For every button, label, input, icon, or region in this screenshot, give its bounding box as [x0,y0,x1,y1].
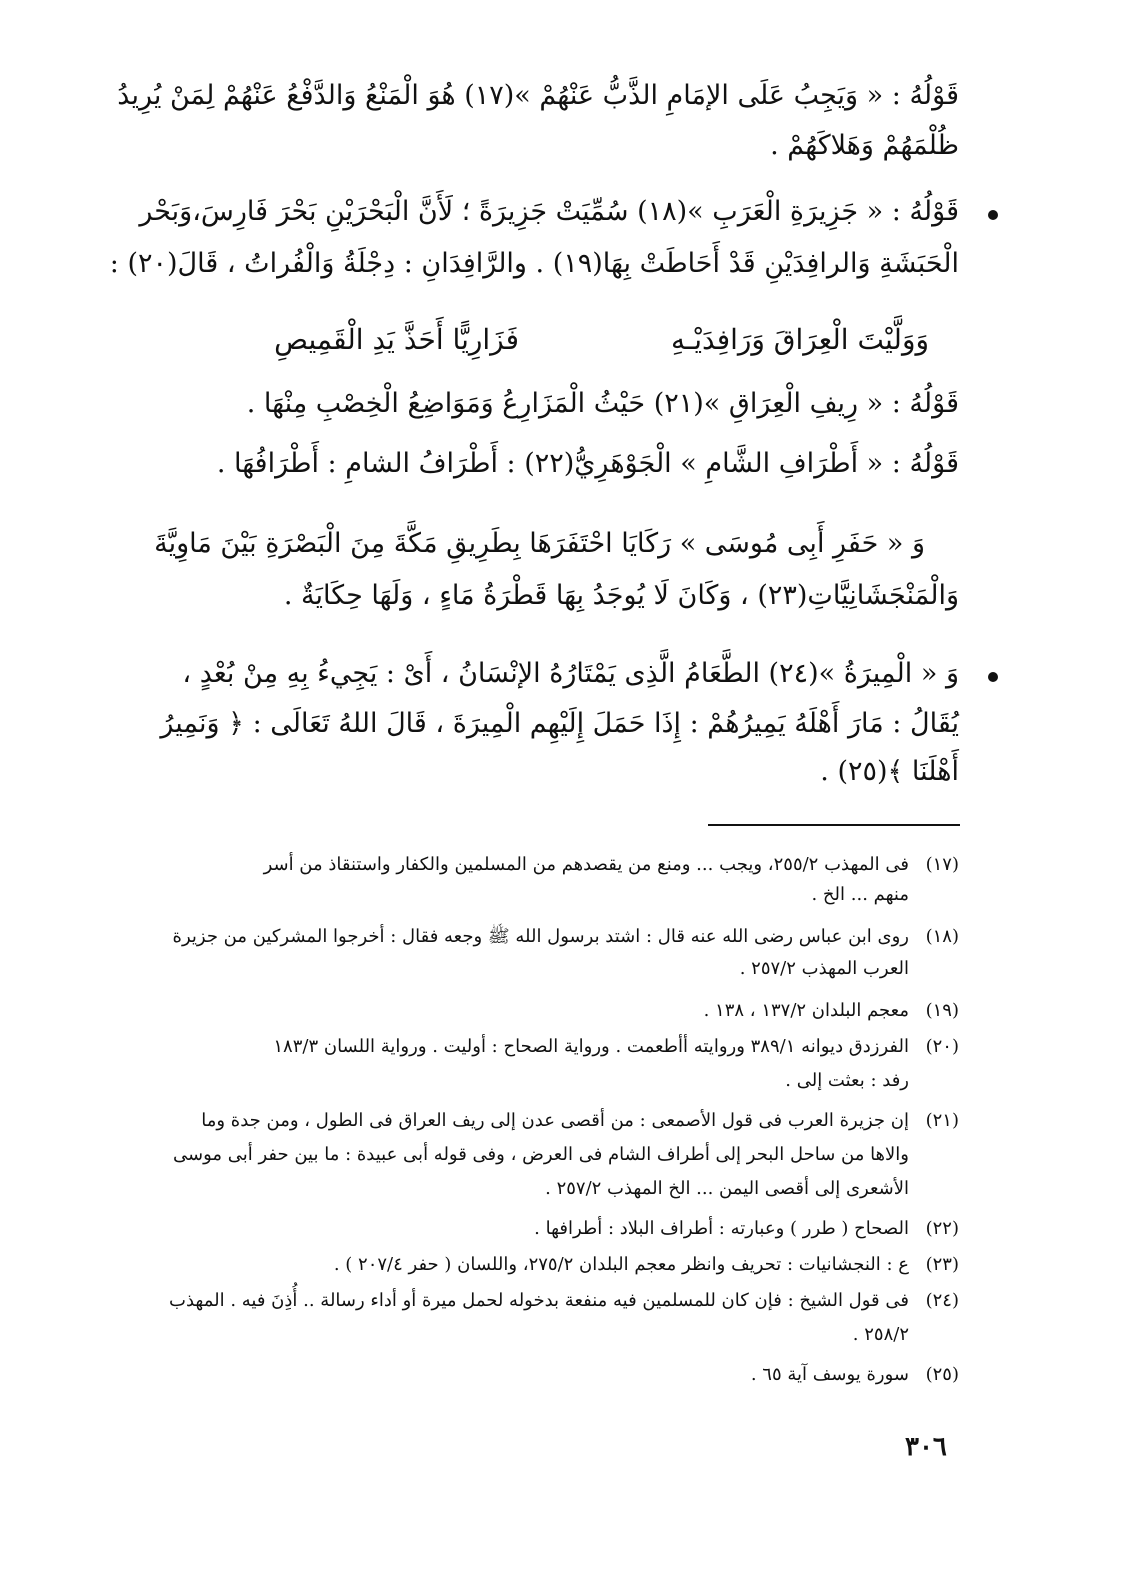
footnote-line: ٢٥٨/٢ . [852,1324,909,1345]
poetry-verse [179,316,959,364]
footnote-separator [708,824,960,826]
body-line: وَالْمَنْجَشَانِيَّاتِ(٢٣) ، وَكَانَ لَا يُوجَدُ بِهَا قَطْرَةُ مَاءٍ ، وَلَهَا حِكَايَةٌ . [283,580,959,611]
footnote-number: (٢٤) [925,1290,959,1311]
footnote-line: والاها من ساحل البحر إلى أطراف الشام فى العرض ، وفى قوله أبى عبيدة : ما بين حفر أبى موسى [172,1144,909,1165]
footnote-line: روى ابن عباس رضى الله عنه قال : اشتد برسول الله ﷺ وجعه فقال : أخرجوا المشركين من جزيرة [172,926,909,947]
footnote-number: (٢٥) [925,1364,959,1385]
body-line: أَهْلَنَا ﴾(٢٥) . [820,756,959,787]
footnote-number: (١٩) [925,1000,959,1021]
page-number: ٣٠٦ [905,1432,947,1462]
footnote-line: الصحاح ( طرر ) وعبارته : أطراف البلاد : أطرافها . [534,1218,909,1239]
verse-first-hemistich: وَوَلَّيْتَ الْعِرَاقَ وَرَافِدَيْـهِ [670,323,929,356]
footnote-line: الفرزدق ديوانه ٣٨٩/١ وروايته أأطعمت . ورواية الصحاح : أوليت . ورواية اللسان ١٨٣/٣ [273,1036,909,1057]
body-line: قَوْلُهُ : « وَيَجِبُ عَلَى الإمَامِ الذَّبُّ عَنْهُمْ »(١٧) هُوَ الْمَنْعُ وَالدَّفْعُ عَنْهُمْ لِمَنْ يُرِيدُ [117,80,959,111]
footnote-number: (٢٠) [925,1036,959,1057]
body-line: يُقَالُ : مَارَ أَهْلَهُ يَمِيرُهُمْ : إِذَا حَمَلَ إِلَيْهِم الْمِيرَةَ ، قَالَ اللهُ تَعَالَى : ﴿ وَنَمِيرُ [160,708,959,739]
footnote-line: فى قول الشيخ : فإن كان للمسلمين فيه منفعة بدخوله لحمل ميرة أو أداء رسالة .. أُذِنَ فيه . المهذب [169,1290,909,1311]
bullet-marker [988,210,998,220]
footnote-line: الأشعرى إلى أقصى اليمن ... الخ المهذب ٢٥٧/٢ . [545,1178,909,1199]
footnote-line: منهم ... الخ . [811,884,909,905]
body-line: قَوْلُهُ : « أَطْرَافِ الشَّامِ » الْجَوْهَرِيُّ(٢٢) : أَطْرَافُ الشامِ : أَطْرَافُهَا . [216,448,959,479]
body-line: وَ « حَفَرِ أَبِى مُوسَى » رَكَايَا احْتَفَرَهَا بِطَرِيقِ مَكَّةَ مِنَ الْبَصْرَةِ بَيْنَ مَاوِيَّةَ [154,528,925,559]
footnote-number: (٢٢) [925,1218,959,1239]
footnote-line: العرب المهذب ٢٥٧/٢ . [739,958,909,979]
footnote-line: فى المهذب ٢٥٥/٢، ويجب ... ومنع من يقصدهم من المسلمين والكفار واستنقاذ من أسر [263,854,909,875]
footnote-number: (١٨) [925,926,959,947]
verse-second-hemistich: فَزَارِيًّا أَحَذَّ يَدِ الْقَمِيصِ [274,323,519,356]
body-line: الْحَبَشَةِ وَالرافِدَيْنِ قَدْ أَحَاطَتْ بِهَا(١٩) . والرَّافِدَانِ : دِجْلَةُ وَالْفُراتُ ، قَالَ(٢٠) : [109,248,959,279]
footnote-line: سورة يوسف آية ٦٥ . [750,1364,909,1385]
footnote-line: إن جزيرة العرب فى قول الأصمعى : من أقصى عدن إلى ريف العراق فى الطول ، ومن جدة وما [201,1110,909,1131]
footnote-line: معجم البلدان ١٣٧/٢ ، ١٣٨ . [703,1000,909,1021]
footnote-number: (٢٣) [925,1254,959,1275]
footnote-number: (١٧) [925,854,959,875]
footnote-line: ع : النجشانيات : تحريف وانظر معجم البلدان ٢٧٥/٢، واللسان ( حفر ٢٠٧/٤ ) . [333,1254,909,1275]
bullet-marker [988,672,998,682]
body-line: وَ « الْمِيرَةُ »(٢٤) الطَّعَامُ الَّذِى يَمْتَارُهُ الإنْسَانُ ، أَىْ : يَجِيءُ بِهِ مِنْ بُعْدٍ ، [182,658,959,689]
body-line: قَوْلُهُ : « جَزِيرَةِ الْعَرَبِ »(١٨) سُمِّيَتْ جَزِيرَةً ؛ لَأَنَّ الْبَحْرَيْنِ بَحْرَ فَارِسَ،وَبَحْر [139,196,959,227]
body-line: ظُلْمَهُمْ وَهَلاكَهُمْ . [770,130,959,161]
body-line: قَوْلُهُ : « رِيفِ الْعِرَاقِ »(٢١) حَيْثُ الْمَزَارِعُ وَمَوَاضِعُ الْخِصْبِ مِنْهَا . [246,388,959,419]
footnote-line: رفد : بعثت إلى . [785,1070,909,1091]
footnote-number: (٢١) [925,1110,959,1131]
